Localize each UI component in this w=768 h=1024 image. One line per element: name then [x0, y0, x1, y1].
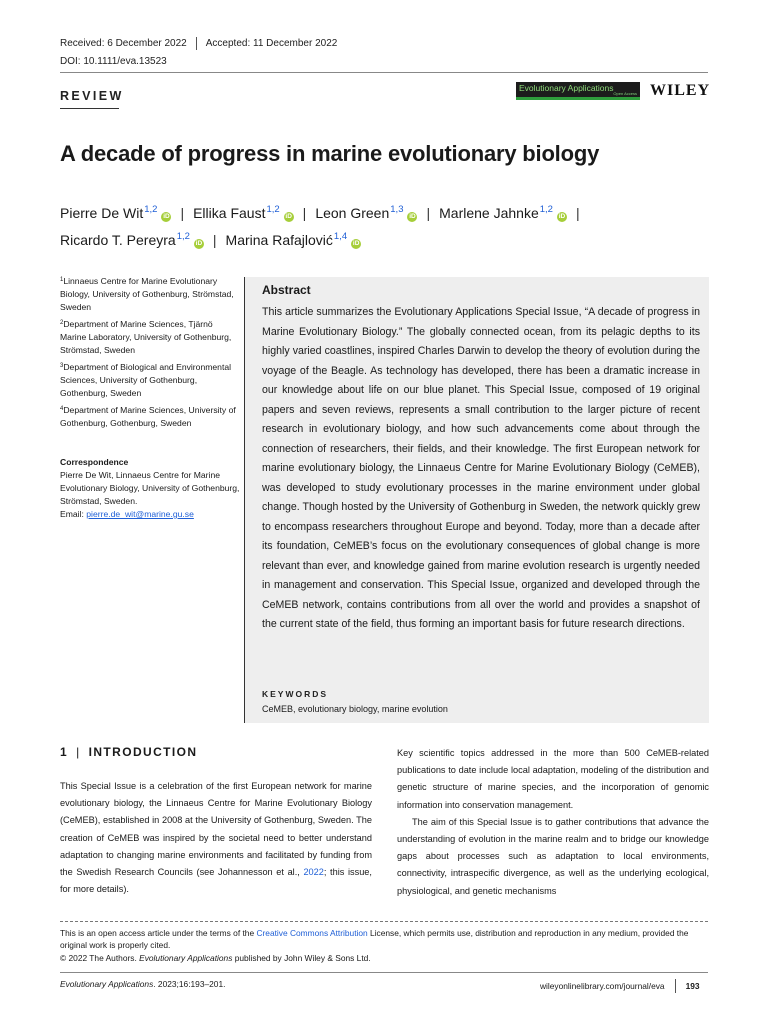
journal-logo[interactable]: [516, 82, 640, 100]
received-date: Received: 6 December 2022: [60, 38, 187, 49]
license-text: This is an open access article under the terms of the Creative Commons Attribution License, which permits use, distribution and reproduction in any medium, provided the original work is properly cited.: [60, 928, 689, 951]
keywords: CeMEB, evolutionary biology, marine evolution: [262, 704, 448, 714]
email-link[interactable]: pierre.de_wit@marine.gu.se: [86, 509, 194, 519]
header-rule: [60, 72, 708, 73]
journal-website-link[interactable]: wileyonlinelibrary.com/journal/eva: [540, 981, 665, 991]
orcid-icon[interactable]: iD: [163, 213, 170, 220]
article-type: REVIEW: [60, 89, 124, 103]
abstract-heading: Abstract: [262, 283, 311, 297]
orcid-icon[interactable]: iD: [352, 240, 360, 247]
footer-divider: [675, 979, 676, 993]
license-footnote: [60, 927, 708, 964]
introduction-right-column: [397, 745, 709, 900]
affiliation: $^1$Linnaeus Centre for Marine Evolutionary Biology, University of Gothenburg, Strömstad, Sweden: [60, 276, 234, 312]
orcid-icon[interactable]: iD: [409, 213, 416, 220]
correspondence-heading: Correspondence: [60, 457, 129, 467]
correspondence-text: Pierre De Wit, Linnaeus Centre for Marine Evolutionary Biology, University of Gothenburg, Strömstad, Sweden.: [60, 470, 240, 506]
author[interactable]: Marina Rafajlović$^{1,4}$iD: [225, 231, 360, 248]
footer-rule: [60, 972, 708, 973]
abstract-text: This article summarizes the Evolutionary Applications Special Issue, “A decade of progress in Marine Evolutionary Biology.” The globally connected ocean, from its pelagic depths to its highly varied coastlines, inspired Charles Darwin to develop the theory of evolution during the voyage of the Beagle. As technology has developed, there has been a dramatic increase in our knowledge about life on our blue planet. This Special Issue, composed of 19 original papers and seven reviews, represents a small contribution to the larger picture of recent research in evolutionary biology, and how such advancements come about through the connection of researchers, their fields, and their knowledge. The first European network for marine evolutionary biology, the Linnaeus Centre for Marine Evolutionary Biology (CeMEB), was developed to study evolutionary processes in the marine environment under global change. Though hosted by the University of Gothenburg in Sweden, the network quickly grew to encompass researchers throughout Europe and beyond. Today, more than a decade after its foundation, CeMEB’s focus on the evolutionary consequences of global change is more relevant than ever, and knowledge gained from marine evolution research is urgently needed in management and conservation. This Special Issue, organized and developed through the CeMEB network, contains contributions from all over the world and provides a snapshot of the current state of the field, thus forming an important basis for future research directions.: [262, 306, 700, 630]
author[interactable]: Leon Green$^{1,3}$iD: [315, 204, 416, 221]
affiliation: $^3$Department of Biological and Environmental Sciences, University of Gothenburg, Gothenburg, Sweden: [60, 362, 232, 398]
publisher-logo[interactable]: WILEY: [650, 82, 711, 99]
article-title: A decade of progress in marine evolutionary biology: [60, 141, 600, 166]
orcid-icon[interactable]: iD: [558, 213, 566, 220]
correspondence: [60, 456, 245, 521]
page-number: 193: [685, 981, 700, 991]
copyright-text: © 2022 The Authors. Evolutionary Applications published by John Wiley & Sons Ltd.: [60, 952, 371, 963]
paragraph: Key scientific topics addressed in the more than 500 CeMEB-related publications to date include local adaptation, modeling of the distribution and genetic structure of marine species, and the incorporation of genomic information into conservation management.: [397, 748, 709, 810]
abstract-rule: [244, 277, 245, 723]
author[interactable]: Ricardo T. Pereyra$^{1,2}$iD: [60, 231, 203, 248]
received-accepted-line: [60, 37, 337, 50]
footnote-divider: [60, 921, 708, 922]
affiliation: $^2$Department of Marine Sciences, Tjärnö Marine Laboratory, University of Gothenburg, Strömstad, Sweden: [60, 319, 232, 355]
affiliation: $^4$Department of Marine Sciences, University of Gothenburg, Gothenburg, Sweden: [60, 405, 236, 428]
author[interactable]: Ellika Faust$^{1,2}$iD: [193, 204, 292, 221]
citation-link[interactable]: 2022: [303, 867, 324, 878]
author[interactable]: Pierre De Wit$^{1,2}$iD: [60, 204, 170, 221]
journal-citation: Evolutionary Applications. 2023;16:193–201.: [60, 979, 226, 989]
journal-logo-text: Evolutionary Applications: [519, 83, 614, 93]
section-heading-introduction: 1 | INTRODUCTION: [60, 745, 198, 759]
license-link[interactable]: Creative Commons Attribution: [256, 928, 368, 938]
meta-divider: [196, 37, 197, 50]
author-list: Pierre De Wit$^{1,2}$iD | Ellika Faust$^{1,2}$iD | Leon Green$^{1,3}$iD | Marlene Jahnke$^{1,2}$iD | Ricardo T. Pereyra$^{1,2}$iD | Marina Rafajlović$^{1,4}$iD: [60, 204, 580, 248]
doi[interactable]: DOI: 10.1111/eva.13523: [60, 56, 167, 67]
paragraph: The aim of this Special Issue is to gather contributions that advance the understanding of evolution in the marine realm and to bridge our knowledge gaps about processes such as adaptation to local environments, connectivity, intraspecific divergence, as well as the underlying ecological, physiological, and genetic mechanisms: [397, 816, 709, 896]
journal-logo-subtext: Open Access: [613, 91, 637, 96]
author[interactable]: Marlene Jahnke$^{1,2}$iD: [439, 204, 566, 221]
footer-right: [540, 979, 700, 993]
orcid-icon[interactable]: iD: [195, 240, 203, 247]
article-type-underline: [60, 108, 119, 109]
correspondence-email-line: Email: pierre.de_wit@marine.gu.se: [60, 509, 194, 519]
keywords-heading: KEYWORDS: [262, 689, 329, 699]
abstract-box: [244, 277, 709, 723]
orcid-icon[interactable]: iD: [285, 213, 292, 220]
introduction-left-column: This Special Issue is a celebration of the first European network for marine evolutionary biology, the Linnaeus Centre for Marine Evolutionary Biology (CeMEB), established in 2008 at the University of Gothenburg, Sweden. The creation of CeMEB was inspired by the societal need to better understand adaptation to changing marine environments and facilitated by funding from the Swedish Research Councils (see Johannesson et al., 2022; this issue, for more details).: [60, 781, 372, 895]
accepted-date: Accepted: 11 December 2022: [205, 38, 338, 49]
